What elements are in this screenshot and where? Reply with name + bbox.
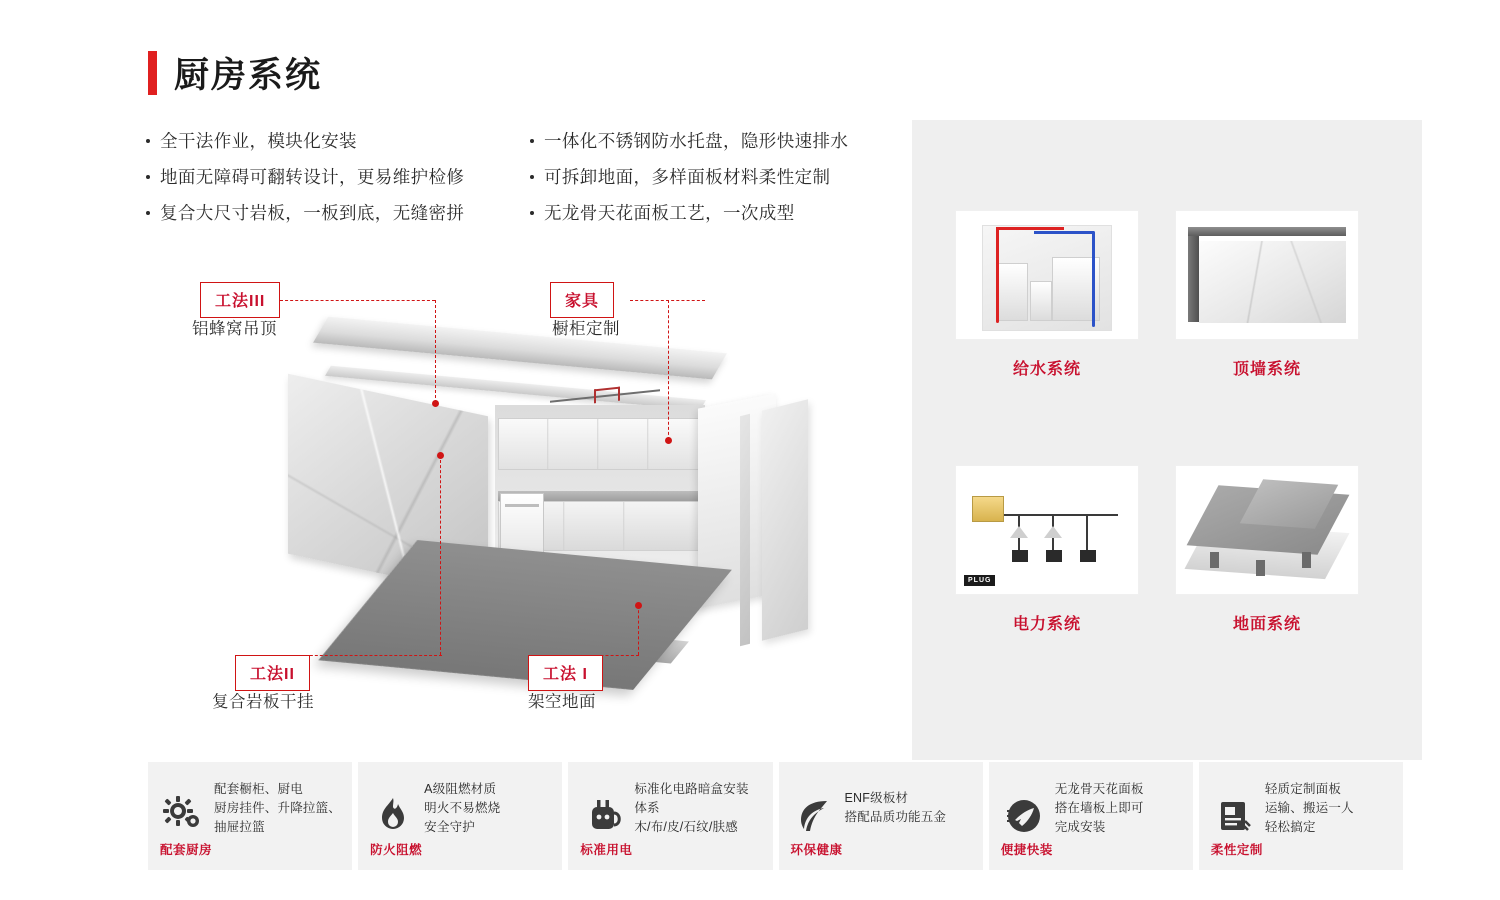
feature-line: 轻松搞定 (1264, 819, 1316, 834)
callout-tag-method-1: 工法 I (528, 655, 603, 691)
feature-line: ENF级板材 (844, 791, 909, 805)
ceiling-rail (550, 388, 660, 404)
upper-cabinets (498, 418, 700, 470)
feature-line: A级阻燃材质 (424, 781, 497, 796)
leader-dot-wall (437, 452, 444, 459)
feature-text-block (634, 780, 748, 853)
electrical-thumb-icon: PLUG (955, 465, 1139, 595)
system-card-flooring[interactable] (1162, 465, 1372, 634)
page-title: 厨房系统 (174, 56, 323, 95)
bullet-item: 地面无障碍可翻转设计，更易维护检修 (146, 159, 464, 195)
callout-tag-furniture: 家具 (550, 282, 614, 318)
feature-bullets-left (146, 123, 464, 231)
feature-text-block (424, 780, 500, 853)
leader-dot-floor (635, 602, 642, 609)
feature-line: 明火不易燃烧 (424, 800, 501, 815)
feature-bullets-right (530, 123, 848, 231)
plumbing-thumb-icon (955, 210, 1139, 340)
feature-line: 配套橱柜、厨电 (214, 781, 303, 796)
feature-text-block (1265, 780, 1354, 853)
fast-install-icon (1001, 793, 1047, 839)
feature-item-kitchen-set[interactable] (148, 762, 352, 870)
leader-line-ceiling (280, 300, 435, 301)
feature-label: 配套厨房 (160, 843, 213, 857)
leader-dot-ceiling (432, 400, 439, 407)
feature-line: 标准化电路暗盒安装 (634, 781, 749, 796)
feature-line: 无龙骨天花面板 (1054, 781, 1144, 796)
callout-sub-method-3: 铝蜂窝吊顶 (192, 320, 277, 338)
feature-line: 搭在墙板上即可 (1054, 800, 1144, 815)
raised-floor-thumb-icon (1175, 465, 1359, 595)
feature-item-eco-health[interactable] (779, 762, 983, 870)
feature-label: 防火阻燃 (370, 843, 423, 857)
feature-label: 标准用电 (580, 843, 633, 857)
feature-item-fire-retardant[interactable] (358, 762, 562, 870)
feature-item-flexible-custom[interactable] (1199, 762, 1403, 870)
feature-line: 搭配品质功能五金 (844, 810, 947, 824)
feature-item-standard-power[interactable] (568, 762, 772, 870)
feature-line: 抽屉拉篮 (214, 819, 265, 834)
callout-sub-method-2: 复合岩板干挂 (212, 693, 314, 711)
custom-panel-icon (1211, 793, 1257, 839)
bullet-item: 全干法作业，模块化安装 (146, 123, 464, 159)
leader-line-wall (290, 655, 442, 656)
system-card-electrical[interactable] (942, 465, 1152, 634)
leader-line-floor-v (638, 605, 639, 655)
callout-sub-furniture: 橱柜定制 (552, 320, 620, 338)
system-card-caption: 给水系统 (1012, 361, 1081, 378)
callout-sub-method-1: 架空地面 (528, 693, 596, 711)
feature-line: 厨房挂件、升降拉篮、 (214, 800, 342, 815)
leader-dot-furniture (665, 437, 672, 444)
plug-icon (580, 793, 626, 839)
leader-line-wall-v (440, 455, 441, 655)
feature-line: 木/布/皮/石纹/肤感 (634, 819, 738, 834)
feature-label: 便捷快装 (1000, 843, 1053, 857)
far-panel-edge (740, 414, 750, 646)
feature-line: 运输、搬运一人 (1264, 800, 1354, 815)
gear-icon (160, 793, 206, 839)
far-wall-panel (762, 399, 808, 640)
feature-label: 环保健康 (790, 843, 843, 857)
feature-text-block (1055, 780, 1144, 853)
leader-line-ceiling-v (435, 300, 436, 403)
feature-text-block (214, 780, 341, 853)
title-accent-bar (148, 51, 157, 95)
page-header (148, 48, 322, 98)
feature-line: 完成安装 (1054, 819, 1106, 834)
bullet-item: 复合大尺寸岩板，一板到底，无缝密拼 (146, 195, 464, 231)
callout-tag-method-2: 工法II (235, 655, 310, 691)
system-card-ceiling-wall[interactable] (1162, 210, 1372, 379)
bullet-item: 可拆卸地面，多样面板材料柔性定制 (530, 159, 848, 195)
feature-line: 轻质定制面板 (1264, 781, 1342, 796)
system-card-caption: 地面系统 (1232, 616, 1301, 633)
exploded-kitchen-diagram (150, 255, 890, 735)
stove-appliance (500, 493, 544, 553)
feature-strip (148, 762, 1403, 870)
bullet-item: 一体化不锈钢防水托盘，隐形快速排水 (530, 123, 848, 159)
flame-icon (370, 793, 416, 839)
system-card-water-supply[interactable] (942, 210, 1152, 379)
bullet-item: 无龙骨天花面板工艺，一次成型 (530, 195, 848, 231)
systems-panel (912, 120, 1422, 760)
feature-text-block (845, 789, 947, 843)
system-card-caption: 电力系统 (1012, 616, 1081, 633)
wall-panel-thumb-icon (1175, 210, 1359, 340)
feature-line: 安全守护 (424, 819, 475, 834)
leader-line-furniture-v (668, 300, 669, 440)
system-card-caption: 顶墙系统 (1232, 361, 1301, 378)
leaf-icon (791, 793, 837, 839)
callout-tag-method-3: 工法III (200, 282, 280, 318)
feature-item-fast-install[interactable] (989, 762, 1193, 870)
feature-line: 体系 (634, 800, 660, 815)
feature-label: 柔性定制 (1210, 843, 1263, 857)
